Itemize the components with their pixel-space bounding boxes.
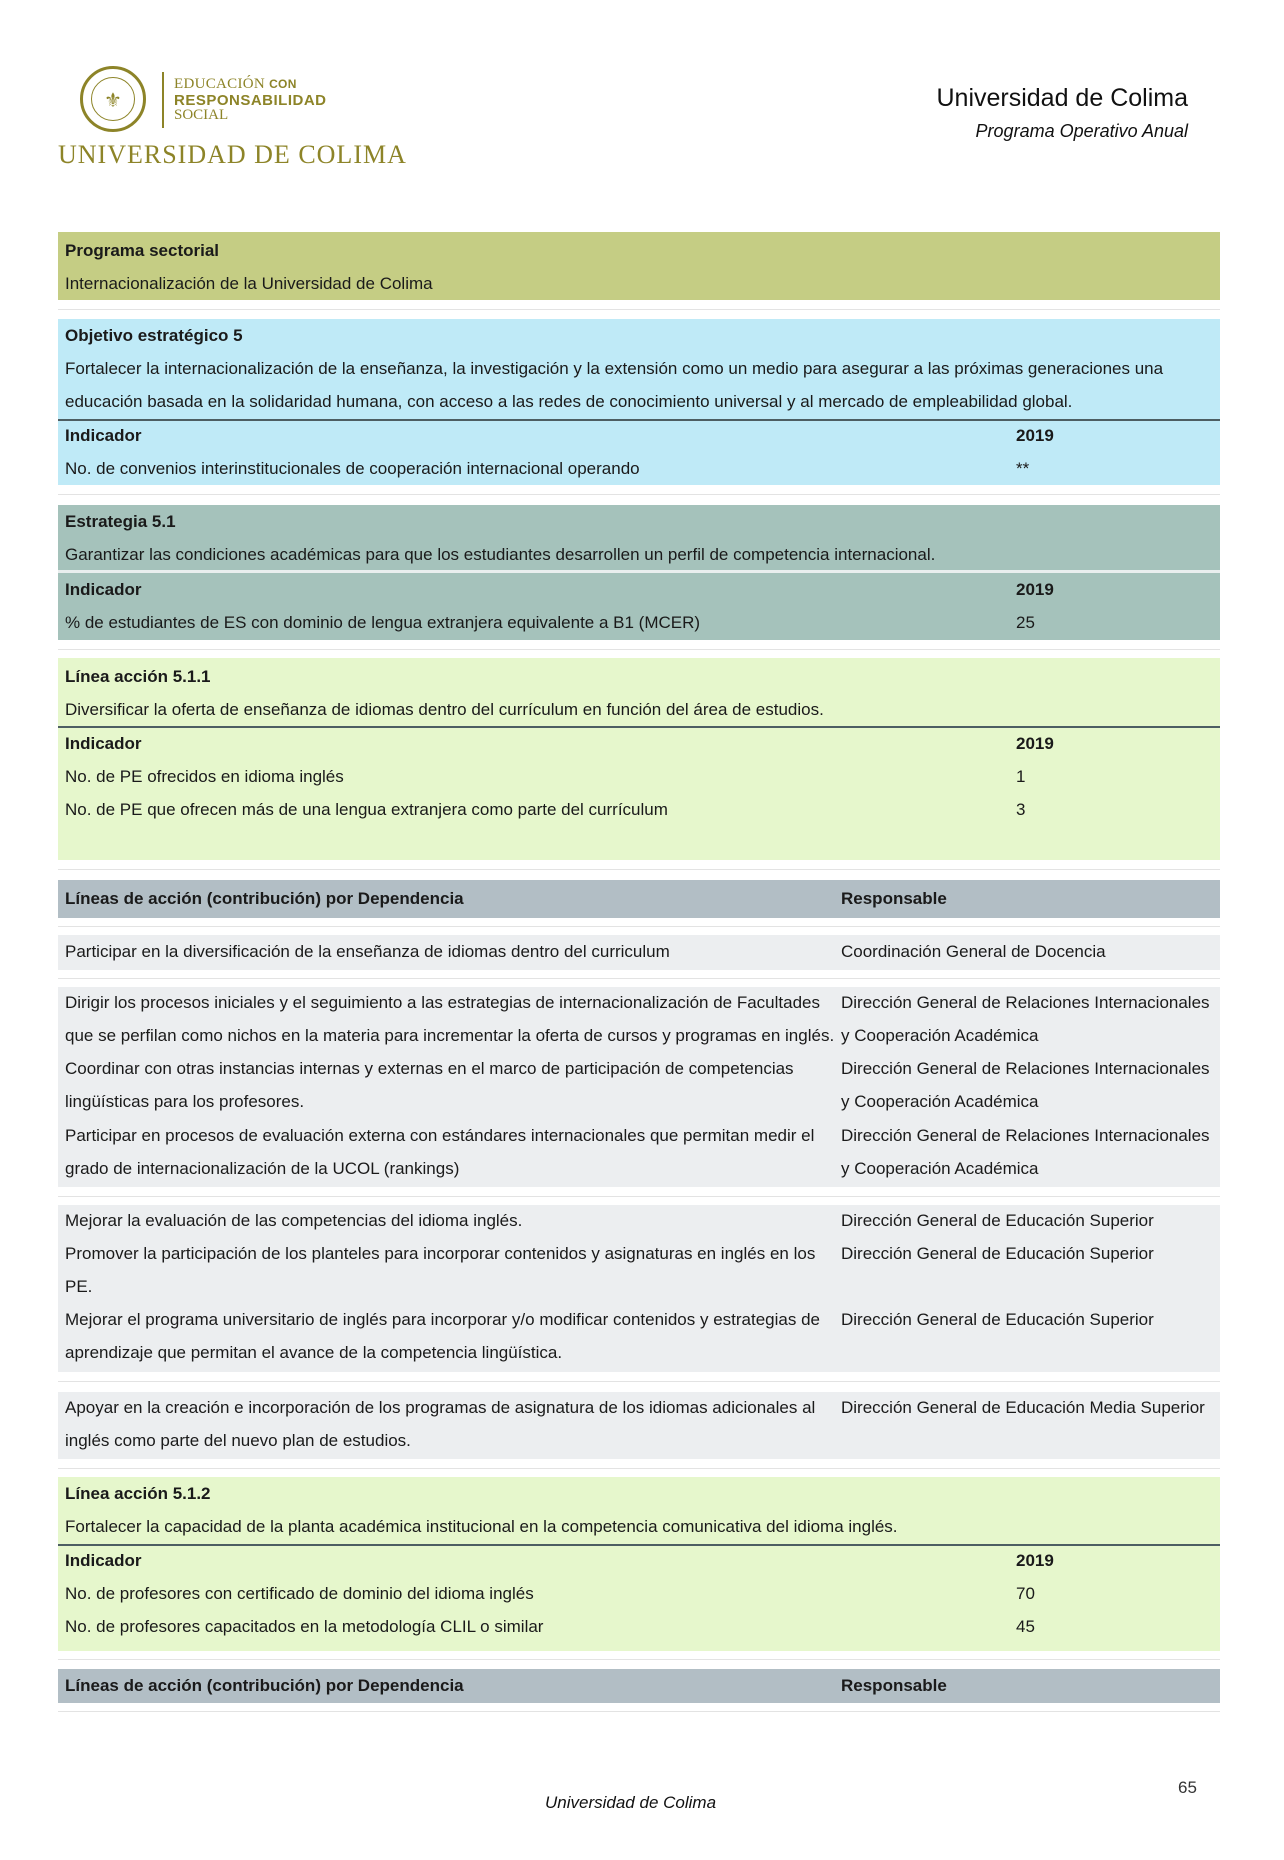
section-divider bbox=[58, 1381, 1220, 1382]
objetivo-text-line: educación basada en la solidaridad humana, con acceso a las redes de conocimiento universal y al mercado de empleabilidad global. bbox=[65, 392, 1073, 411]
accion-responsable: Dirección General de Educación Media Superior bbox=[841, 1398, 1205, 1417]
acciones-header-left: Líneas de acción (contribución) por Dependencia bbox=[65, 889, 464, 908]
university-logo bbox=[58, 62, 407, 172]
logo-university-name: UNIVERSIDAD DE COLIMA bbox=[58, 140, 407, 169]
programa-sectorial-section bbox=[58, 232, 1220, 300]
linea-label: Línea acción 5.1.2 bbox=[65, 1484, 211, 1503]
section-divider bbox=[58, 309, 1220, 310]
accion-responsable: Dirección General de Educación Superior bbox=[841, 1310, 1154, 1329]
accion-text: Participar en la diversificación de la enseñanza de idiomas dentro del curriculum bbox=[65, 942, 670, 961]
header-subtitle: Programa Operativo Anual bbox=[975, 121, 1188, 141]
section-divider bbox=[58, 1196, 1220, 1197]
section-divider bbox=[58, 494, 1220, 495]
acciones-header-right: Responsable bbox=[841, 889, 947, 908]
accion-text: Participar en procesos de evaluación externa con estándares internacionales que permitan medir el bbox=[65, 1126, 815, 1145]
indicator-header: Indicador bbox=[65, 1551, 142, 1570]
accion-text: Apoyar en la creación e incorporación de los programas de asignatura de los idiomas adicionales al bbox=[65, 1398, 816, 1417]
acciones-header bbox=[58, 1669, 1220, 1703]
divider bbox=[58, 570, 1220, 573]
year-header: 2019 bbox=[1016, 734, 1054, 753]
linea-accion-512-section bbox=[58, 1477, 1220, 1651]
accion-responsable: Dirección General de Relaciones Internacionales bbox=[841, 1126, 1210, 1145]
logo-divider bbox=[162, 72, 164, 128]
accion-text: Promover la participación de los planteles para incorporar contenidos y asignaturas en inglés en los bbox=[65, 1244, 816, 1263]
year-header: 2019 bbox=[1016, 1551, 1054, 1570]
section-divider bbox=[58, 869, 1220, 870]
indicator-value: ** bbox=[1016, 459, 1030, 478]
indicator-name: No. de profesores con certificado de dominio del idioma inglés bbox=[65, 1584, 534, 1603]
page-number: 65 bbox=[1178, 1778, 1197, 1797]
programa-label: Programa sectorial bbox=[65, 241, 220, 260]
indicator-name: % de estudiantes de ES con dominio de lengua extranjera equivalente a B1 (MCER) bbox=[65, 613, 701, 632]
acciones-header-left: Líneas de acción (contribución) por Dependencia bbox=[65, 1676, 464, 1695]
acciones-header bbox=[58, 880, 1220, 918]
accion-responsable: Dirección General de Relaciones Internacionales bbox=[841, 1059, 1210, 1078]
section-divider bbox=[58, 1659, 1220, 1660]
acciones-header-right: Responsable bbox=[841, 1676, 947, 1695]
section-divider bbox=[58, 1468, 1220, 1469]
accion-text: Mejorar la evaluación de las competencias del idioma inglés. bbox=[65, 1211, 523, 1230]
linea-accion-511-section bbox=[58, 658, 1220, 830]
section-divider bbox=[58, 649, 1220, 650]
accion-responsable: Coordinación General de Docencia bbox=[841, 942, 1106, 961]
indicator-value: 25 bbox=[1016, 613, 1035, 632]
accion-responsable: Dirección General de Educación Superior bbox=[841, 1244, 1154, 1263]
year-header: 2019 bbox=[1016, 426, 1054, 445]
accion-responsable: Dirección General de Relaciones Internacionales bbox=[841, 993, 1210, 1012]
indicator-name: No. de convenios interinstitucionales de cooperación internacional operando bbox=[65, 459, 640, 478]
accion-group bbox=[58, 1205, 1220, 1372]
objetivo-label: Objetivo estratégico 5 bbox=[65, 326, 243, 345]
indicator-value: 3 bbox=[1016, 800, 1026, 819]
indicator-value: 45 bbox=[1016, 1617, 1035, 1636]
indicator-header: Indicador bbox=[65, 426, 142, 445]
linea-text: Fortalecer la capacidad de la planta académica institucional en la competencia comunicativa del idioma inglés. bbox=[65, 1517, 898, 1536]
accion-responsable: y Cooperación Académica bbox=[841, 1159, 1039, 1178]
objetivo-text-line: Fortalecer la internacionalización de la enseñanza, la investigación y la extensión como un medio para asegurar a las próximas generaciones una bbox=[65, 359, 1164, 378]
accion-text: aprendizaje que permitan el avance de la competencia lingüística. bbox=[65, 1343, 563, 1362]
estrategia-label: Estrategia 5.1 bbox=[65, 512, 176, 531]
divider bbox=[58, 419, 1220, 421]
accion-text: que se perfilan como nichos en la materia para incrementar la oferta de cursos y programas en inglés. bbox=[65, 1026, 835, 1045]
linea-text: Diversificar la oferta de enseñanza de idiomas dentro del currículum en función del área de estudios. bbox=[65, 700, 824, 719]
indicator-header: Indicador bbox=[65, 734, 142, 753]
indicator-header: Indicador bbox=[65, 580, 142, 599]
header-title: Universidad de Colima bbox=[936, 84, 1188, 112]
accion-text: PE. bbox=[65, 1277, 93, 1296]
accion-text: Mejorar el programa universitario de inglés para incorporar y/o modificar contenidos y estrategias de bbox=[65, 1310, 820, 1329]
divider bbox=[58, 726, 1220, 728]
section-divider bbox=[58, 926, 1220, 927]
linea-accion-511-section-cont bbox=[58, 830, 1220, 860]
divider bbox=[58, 1544, 1220, 1546]
objetivo-section bbox=[58, 319, 1220, 485]
accion-responsable: y Cooperación Académica bbox=[841, 1092, 1039, 1111]
footer-text: Universidad de Colima bbox=[545, 1793, 717, 1812]
programa-value: Internacionalización de la Universidad de Colima bbox=[65, 274, 433, 293]
accion-text: inglés como parte del nuevo plan de estudios. bbox=[65, 1431, 411, 1450]
logo-tagline-3: SOCIAL bbox=[174, 107, 229, 123]
logo-tagline-1: EDUCACIÓN CON bbox=[174, 76, 297, 92]
linea-label: Línea acción 5.1.1 bbox=[65, 667, 211, 686]
accion-responsable: Dirección General de Educación Superior bbox=[841, 1211, 1154, 1230]
estrategia-text: Garantizar las condiciones académicas para que los estudiantes desarrollen un perfil de competencia internacional. bbox=[65, 545, 936, 564]
estrategia-section bbox=[58, 505, 1220, 640]
accion-text: Coordinar con otras instancias internas y externas en el marco de participación de competencias bbox=[65, 1059, 794, 1078]
indicator-value: 70 bbox=[1016, 1584, 1035, 1603]
accion-responsable: y Cooperación Académica bbox=[841, 1026, 1039, 1045]
year-header: 2019 bbox=[1016, 580, 1054, 599]
indicator-value: 1 bbox=[1016, 767, 1026, 786]
accion-text: Dirigir los procesos iniciales y el seguimiento a las estrategias de internacionalización de Facultades bbox=[65, 993, 820, 1012]
indicator-name: No. de PE ofrecidos en idioma inglés bbox=[65, 767, 344, 786]
accion-group bbox=[58, 935, 1220, 970]
accion-group bbox=[58, 1392, 1220, 1459]
indicator-name: No. de PE que ofrecen más de una lengua extranjera como parte del currículum bbox=[65, 800, 668, 819]
accion-text: lingüísticas para los profesores. bbox=[65, 1092, 305, 1111]
indicator-name: No. de profesores capacitados en la metodología CLIL o similar bbox=[65, 1617, 544, 1636]
section-divider bbox=[58, 978, 1220, 979]
accion-group bbox=[58, 987, 1220, 1187]
section-divider bbox=[58, 1711, 1220, 1712]
university-seal-icon: ⚜ bbox=[80, 66, 146, 132]
logo-tagline-2: RESPONSABILIDAD bbox=[174, 92, 327, 109]
accion-text: grado de internacionalización de la UCOL (rankings) bbox=[65, 1159, 460, 1178]
